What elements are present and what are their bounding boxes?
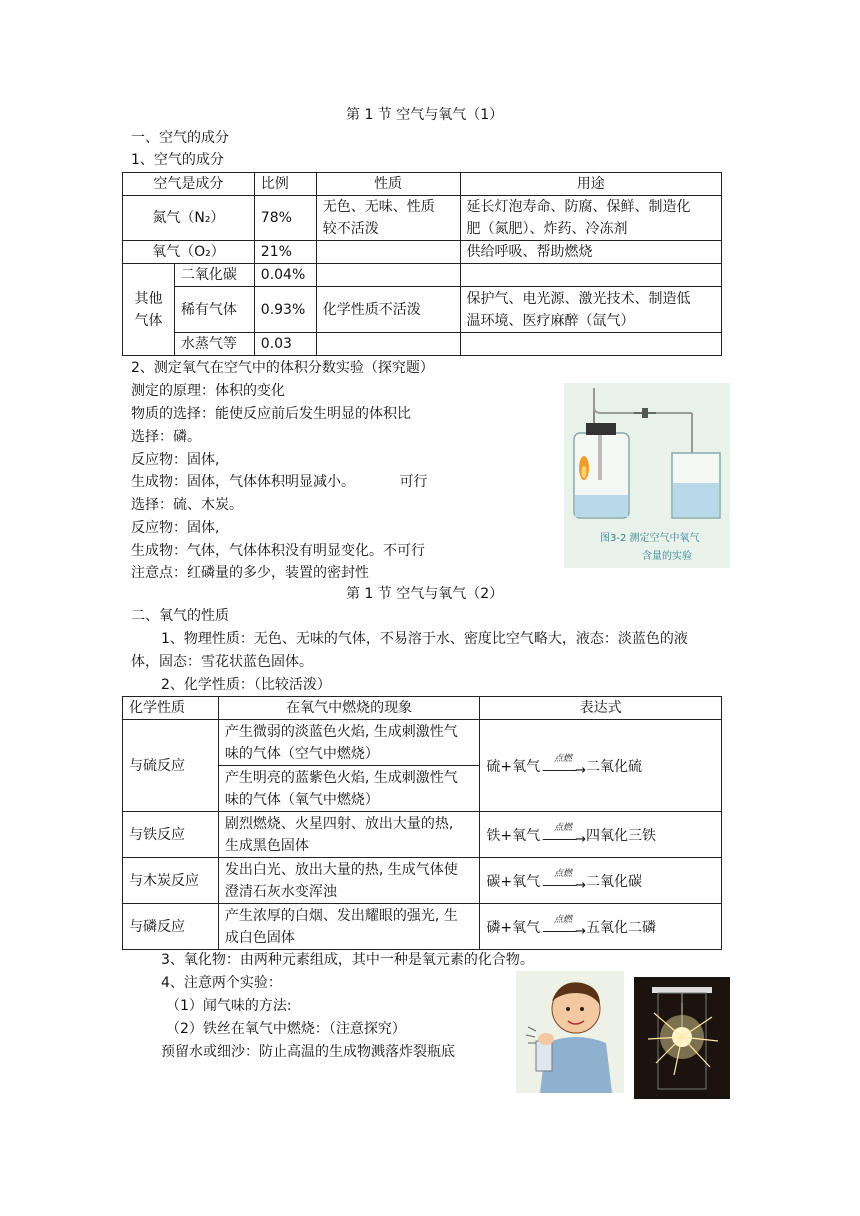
nitrogen-ratio: 78% xyxy=(254,196,316,241)
notes-heading: 4、注意两个实验： xyxy=(161,975,282,991)
oxygen-reaction-table xyxy=(122,696,722,950)
sulfur-expression: 硫+氧气 点燃 ———→ 二氧化硫 xyxy=(480,720,722,812)
subheading-air-composition: 1、空气的成分 xyxy=(131,152,224,168)
table-row xyxy=(123,858,722,904)
experiment-line: 物质的选择：能使反应前后发生明显的体积比 xyxy=(131,406,411,422)
experiment-line: 生成物：固体，气体体积明显减小。 可行 xyxy=(131,474,428,490)
table-row xyxy=(123,196,722,241)
experiment-line: 反应物：固体, xyxy=(131,452,220,468)
nitrogen-name: 氮气（N₂） xyxy=(123,196,255,241)
oxygen-property xyxy=(316,241,460,264)
experiment-heading: 2、测定氧气在空气中的体积分数实验（探究题） xyxy=(131,360,434,376)
header-component: 空气是成分 xyxy=(123,173,255,196)
oxygen-measurement-figure xyxy=(564,383,730,568)
nitrogen-property: 无色、无味、性质 较不活泼 xyxy=(316,196,460,241)
experiment-line: 选择：硫、木炭。 xyxy=(131,497,243,513)
header-property: 性质 xyxy=(316,173,460,196)
page-title-1: 第 1 节 空气与氧气（1） xyxy=(346,107,504,123)
experiment-line: 生成物：气体，气体体积没有明显变化。不可行 xyxy=(131,543,425,559)
header-ratio: 比例 xyxy=(254,173,316,196)
experiment-line: 测定的原理：体积的变化 xyxy=(131,383,285,399)
table-row xyxy=(123,812,722,858)
sulfur-phenomenon-air: 产生微弱的淡蓝色火焰, 生成刺激性气 味的气体（空气中燃烧） xyxy=(218,720,480,766)
experiment-iron-wire: （2）铁丝在氧气中燃烧：（注意探究） xyxy=(166,1021,406,1037)
physical-properties-line1: 1、物理性质：无色、无味的气体，不易溶于水、密度比空气略大，液态：淡蓝色的液 xyxy=(161,631,688,647)
carbon-expression: 碳+氧气 点燃 ———→ 二氧化碳 xyxy=(480,858,722,904)
air-composition-table xyxy=(122,172,722,356)
heading-air-composition: 一、空气的成分 xyxy=(131,130,229,146)
iron-burning-photo xyxy=(634,977,730,1099)
iron-burning-illustration xyxy=(634,977,730,1099)
table-row xyxy=(123,241,722,264)
vapor-ratio: 0.03 xyxy=(254,333,316,356)
phosphorus-phenomenon: 产生浓厚的白烟、发出耀眼的强光, 生 成白色固体 xyxy=(218,904,480,950)
figure-caption-line2: 含量的实验 xyxy=(642,551,692,562)
carbon-reaction-name: 与木炭反应 xyxy=(123,858,219,904)
arrow-icon: 点燃 ———→ xyxy=(542,822,584,847)
phosphorus-expression: 磷+氧气 点燃 ———→ 五氧化二磷 xyxy=(480,904,722,950)
sulfur-phenomenon-oxygen: 产生明亮的蓝紫色火焰, 生成刺激性气 味的气体（氧气中燃烧） xyxy=(218,766,480,812)
table-row xyxy=(123,333,722,356)
table-row xyxy=(123,720,722,766)
experiment-line: 反应物：固体, xyxy=(131,520,220,536)
table-row xyxy=(123,904,722,950)
smelling-method-figure xyxy=(516,971,624,1093)
others-label: 其他 气体 xyxy=(123,264,175,356)
experiment-line: 注意点：红磷量的多少，装置的密封性 xyxy=(131,565,369,581)
iron-wire-note: 预留水或细沙：防止高温的生成物溅落炸裂瓶底 xyxy=(161,1044,455,1060)
oxygen-name: 氧气（O₂） xyxy=(123,241,255,264)
vapor-name: 水蒸气等 xyxy=(174,333,254,356)
rare-gas-ratio: 0.93% xyxy=(254,287,316,333)
physical-properties-line2: 体，固态：雪花状蓝色固体。 xyxy=(131,654,313,670)
chemical-properties-heading: 2、化学性质：（比较活泼） xyxy=(161,677,331,693)
figure-caption-line1: 图3-2 测定空气中氧气 xyxy=(600,533,700,544)
apparatus-illustration xyxy=(564,383,730,568)
rare-gas-use: 保护气、电光源、激光技术、制造低 温环境、医疗麻醉（氙气） xyxy=(460,287,721,333)
header-chemical-property: 化学性质 xyxy=(123,697,219,720)
rare-gas-property: 化学性质不活泼 xyxy=(316,287,460,333)
nitrogen-use: 延长灯泡寿命、防腐、保鲜、制造化 肥（氮肥）、炸药、冷冻剂 xyxy=(460,196,721,241)
experiment-smell: （1）闻气味的方法: xyxy=(166,998,292,1014)
rare-gas-name: 稀有气体 xyxy=(174,287,254,333)
co2-ratio: 0.04% xyxy=(254,264,316,287)
experiment-line: 选择：磷。 xyxy=(131,429,201,445)
person-smelling-illustration xyxy=(516,971,624,1093)
oxygen-use: 供给呼吸、帮助燃烧 xyxy=(460,241,721,264)
header-use: 用途 xyxy=(460,173,721,196)
header-expression: 表达式 xyxy=(480,697,722,720)
co2-name: 二氧化碳 xyxy=(174,264,254,287)
heading-oxygen-properties: 二、氧气的性质 xyxy=(131,608,229,624)
sulfur-reaction-name: 与硫反应 xyxy=(123,720,219,812)
table-row xyxy=(123,287,722,333)
page-title-2: 第 1 节 空气与氧气（2） xyxy=(346,586,504,602)
header-phenomenon: 在氧气中燃烧的现象 xyxy=(218,697,480,720)
carbon-phenomenon: 发出白光、放出大量的热, 生成气体使 澄清石灰水变浑浊 xyxy=(218,858,480,904)
oxide-definition: 3、氧化物：由两种元素组成，其中一种是氧元素的化合物。 xyxy=(161,952,534,968)
iron-expression: 铁+氧气 点燃 ———→ 四氧化三铁 xyxy=(480,812,722,858)
arrow-icon: 点燃 ———→ xyxy=(542,753,584,778)
oxygen-ratio: 21% xyxy=(254,241,316,264)
table-row xyxy=(123,264,722,287)
arrow-icon: 点燃 ———→ xyxy=(542,868,584,893)
arrow-icon: 点燃 ———→ xyxy=(542,914,584,939)
iron-reaction-name: 与铁反应 xyxy=(123,812,219,858)
iron-phenomenon: 剧烈燃烧、火星四射、放出大量的热, 生成黑色固体 xyxy=(218,812,480,858)
phosphorus-reaction-name: 与磷反应 xyxy=(123,904,219,950)
